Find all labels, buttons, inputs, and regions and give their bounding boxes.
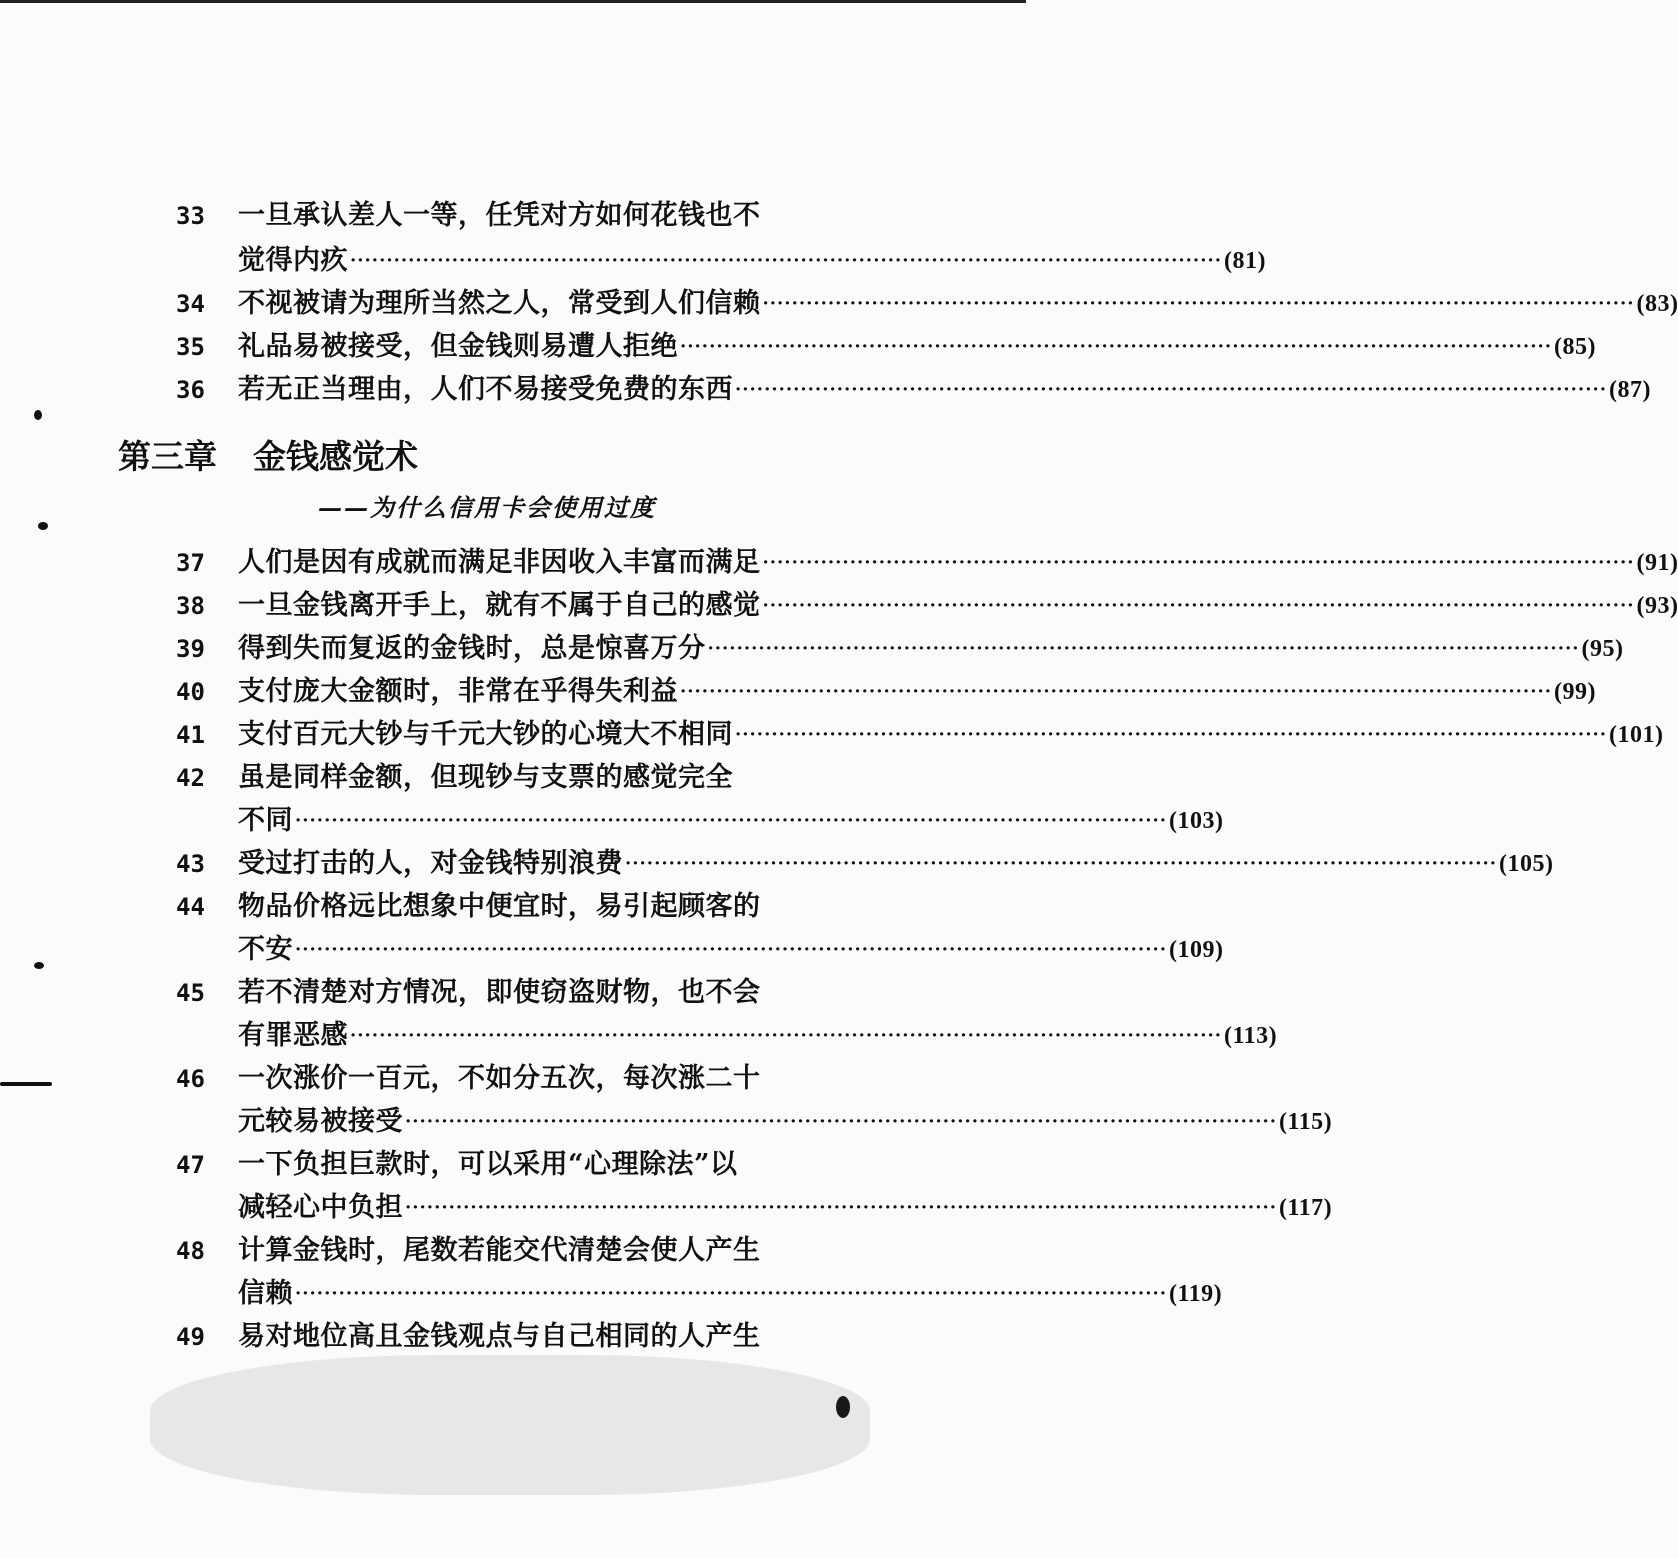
page-number: (93) xyxy=(1636,593,1678,619)
page-number: (85) xyxy=(1554,334,1596,360)
entry-title: 元较易被接受 xyxy=(238,1106,403,1137)
dot-leader: ························································································································ xyxy=(735,379,1607,400)
entry-line xyxy=(238,801,1224,841)
bleed-through-noise xyxy=(150,1355,870,1495)
entry-title: 一旦承认差人一等，任凭对方如何花钱也不 xyxy=(238,200,761,231)
chapter-heading xyxy=(118,432,418,482)
page-number: (115) xyxy=(1279,1109,1333,1135)
page-number: (87) xyxy=(1609,377,1651,403)
page-number: (81) xyxy=(1224,248,1266,274)
entry-number: 40 xyxy=(176,678,205,706)
dot-leader: ························································································································ xyxy=(405,1197,1277,1218)
entry-title: 不安 xyxy=(238,934,293,965)
entry-line xyxy=(238,327,1596,367)
entry-line xyxy=(238,543,1678,583)
dot-leader: ························································································································ xyxy=(405,1111,1277,1132)
dot-leader: ························································································································ xyxy=(762,552,1635,573)
entry-title: 若无正当理由，人们不易接受免费的东西 xyxy=(238,374,733,405)
entry-number: 42 xyxy=(176,764,205,792)
entry-title: 支付百元大钞与千元大钞的心境大不相同 xyxy=(238,719,733,750)
dot-leader: ························································································································ xyxy=(762,595,1635,616)
page-number: (119) xyxy=(1169,1281,1223,1307)
dot-leader: ························································································································ xyxy=(350,1025,1222,1046)
page-number: (103) xyxy=(1169,808,1224,834)
entry-number: 49 xyxy=(176,1323,205,1351)
entry-title: 一下负担巨款时，可以采用“心理除法”以 xyxy=(238,1149,738,1180)
page-number: (83) xyxy=(1636,291,1678,317)
entry-line xyxy=(238,196,906,236)
top-rule xyxy=(0,0,1026,3)
entry-line xyxy=(238,1102,1333,1142)
entry-line xyxy=(238,370,1651,410)
entry-number: 47 xyxy=(176,1151,205,1179)
chapter-title: 金钱感觉术 xyxy=(253,437,418,476)
entry-line xyxy=(238,930,1224,970)
entry-line xyxy=(238,715,1664,755)
dot-leader: ························································································································ xyxy=(762,293,1635,314)
entry-number: 46 xyxy=(176,1065,205,1093)
scan-speck xyxy=(34,410,42,420)
entry-line xyxy=(238,887,906,927)
dot-leader: ························································································································ xyxy=(735,724,1607,745)
entry-number: 44 xyxy=(176,893,205,921)
scan-mark xyxy=(0,1082,52,1086)
entry-line xyxy=(238,672,1596,712)
entry-line xyxy=(238,1059,906,1099)
scan-speck xyxy=(34,962,44,969)
entry-title: 不视被请为理所当然之人，常受到人们信赖 xyxy=(238,288,761,319)
entry-title: 人们是因有成就而满足非因收入丰富而满足 xyxy=(238,547,761,578)
entry-number: 35 xyxy=(176,333,205,361)
entry-line xyxy=(238,1145,906,1185)
page-number: (113) xyxy=(1224,1023,1278,1049)
dot-leader: ························································································································ xyxy=(295,810,1167,831)
entry-line xyxy=(238,629,1624,669)
scan-speck xyxy=(38,522,48,530)
entry-line xyxy=(238,241,1266,281)
entry-number: 45 xyxy=(176,979,205,1007)
entry-number: 48 xyxy=(176,1237,205,1265)
chapter-label: 第三章 xyxy=(118,437,217,476)
entry-number: 36 xyxy=(176,376,205,404)
page-number: (101) xyxy=(1609,722,1664,748)
dot-leader: ························································································································ xyxy=(295,939,1167,960)
page-number: (109) xyxy=(1169,937,1224,963)
entry-number: 37 xyxy=(176,549,205,577)
entry-title: 得到失而复返的金钱时，总是惊喜万分 xyxy=(238,633,706,664)
entry-number: 34 xyxy=(176,290,205,318)
dot-leader: ························································································································ xyxy=(680,336,1552,357)
dot-leader: ························································································································ xyxy=(680,681,1552,702)
entry-title: 若不清楚对方情况，即使窃盗财物，也不会 xyxy=(238,977,761,1008)
entry-number: 38 xyxy=(176,592,205,620)
entry-title: 计算金钱时，尾数若能交代清楚会使人产生 xyxy=(238,1235,761,1266)
page-number: (95) xyxy=(1581,636,1624,662)
entry-number: 43 xyxy=(176,850,205,878)
dot-leader: ························································································································ xyxy=(625,853,1497,874)
entry-title: 礼品易被接受，但金钱则易遭人拒绝 xyxy=(238,331,678,362)
page-number: (117) xyxy=(1279,1195,1333,1221)
entry-title: 一次涨价一百元，不如分五次，每次涨二十 xyxy=(238,1063,761,1094)
entry-title: 不同 xyxy=(238,805,293,836)
entry-number: 33 xyxy=(176,202,205,230)
dot-leader: ························································································································ xyxy=(295,1283,1167,1304)
entry-title: 易对地位高且金钱观点与自己相同的人产生 xyxy=(238,1321,761,1352)
entry-title: 虽是同样金额，但现钞与支票的感觉完全 xyxy=(238,762,733,793)
page-number: (99) xyxy=(1554,679,1596,705)
entry-line xyxy=(238,973,906,1013)
entry-title: 有罪恶感 xyxy=(238,1020,348,1051)
entry-line xyxy=(238,1274,1223,1314)
entry-line xyxy=(238,586,1678,626)
entry-line xyxy=(238,1188,1333,1228)
entry-title: 减轻心中负担 xyxy=(238,1192,403,1223)
entry-number: 41 xyxy=(176,721,205,749)
entry-title: 信赖 xyxy=(238,1278,293,1309)
page-number: (105) xyxy=(1499,851,1554,877)
entry-title: 支付庞大金额时，非常在乎得失利益 xyxy=(238,676,678,707)
entry-number: 39 xyxy=(176,635,205,663)
entry-line xyxy=(238,1231,906,1271)
chapter-subtitle: ——为什么信用卡会使用过度 xyxy=(318,493,656,522)
dot-leader: ························································································································ xyxy=(350,250,1222,271)
entry-title: 受过打击的人，对金钱特别浪费 xyxy=(238,848,623,879)
entry-title: 一旦金钱离开手上，就有不属于自己的感觉 xyxy=(238,590,761,621)
entry-line xyxy=(238,758,906,798)
entry-line xyxy=(238,844,1554,884)
entry-line xyxy=(238,1016,1278,1056)
dot-leader: ························································································································ xyxy=(707,638,1580,659)
entry-title: 物品价格远比想象中便宜时，易引起顾客的 xyxy=(238,891,761,922)
entry-line xyxy=(238,284,1678,324)
page-number: (91) xyxy=(1636,550,1678,576)
entry-line xyxy=(238,1317,906,1357)
entry-title: 觉得内疚 xyxy=(238,245,348,276)
